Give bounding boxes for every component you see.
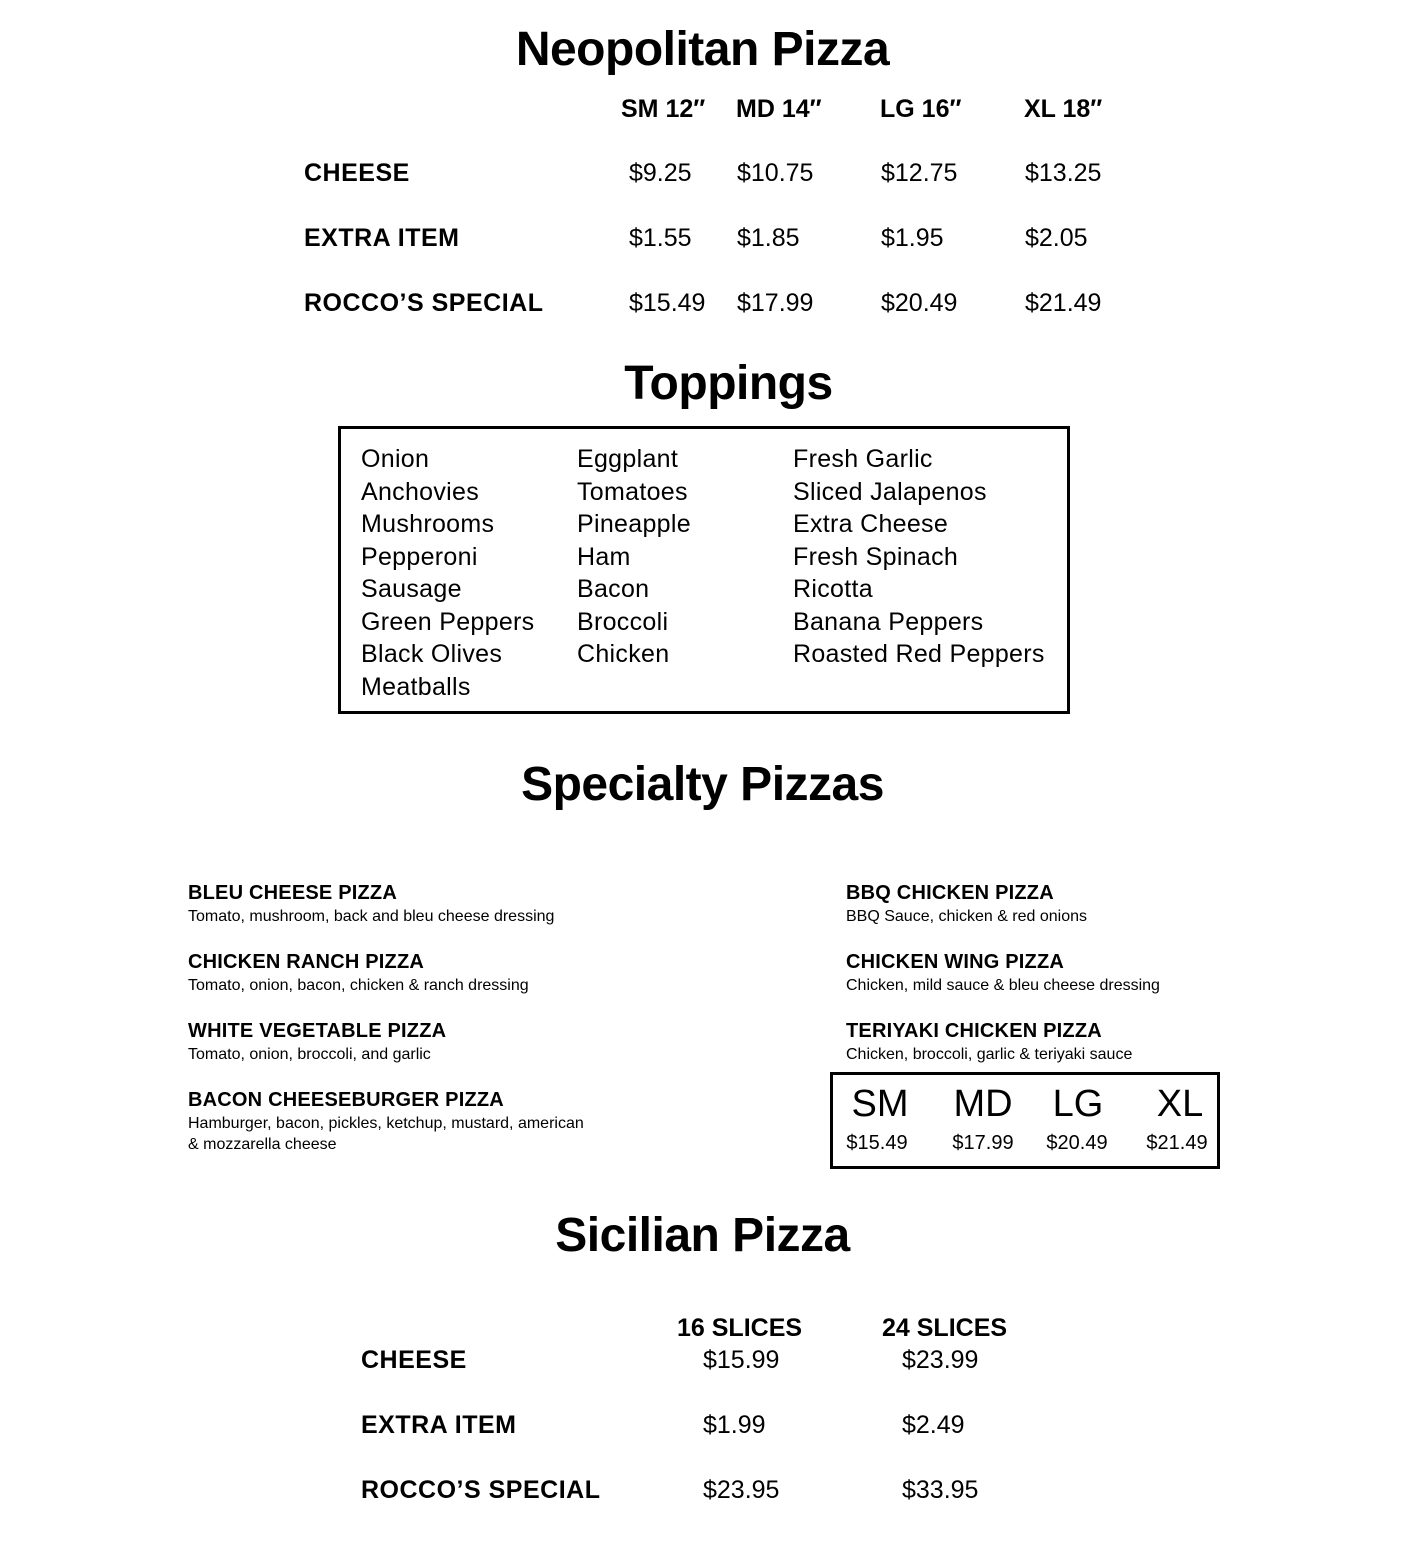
topping-item: Fresh Spinach <box>793 542 959 571</box>
topping-item: Bacon <box>577 575 650 603</box>
specialty-item <box>846 882 1087 927</box>
size-price: $17.99 <box>952 1132 1014 1154</box>
specialty-name: TERIYAKI CHICKEN PIZZA <box>846 1020 1102 1042</box>
price: $13.25 <box>1025 159 1102 187</box>
topping-item: Extra Cheese <box>793 510 949 538</box>
size-price: $20.49 <box>1046 1132 1108 1154</box>
specialty-item <box>188 882 554 927</box>
price: $20.49 <box>881 289 958 317</box>
specialty-name: WHITE VEGETABLE PIZZA <box>188 1020 447 1042</box>
toppings-title: Toppings <box>624 357 833 410</box>
specialty-desc: Chicken, broccoli, garlic & teriyaki sauce <box>846 1046 1133 1063</box>
topping-item: Sausage <box>361 575 462 603</box>
price: $1.55 <box>629 224 692 252</box>
topping-item: Fresh Garlic <box>793 445 933 473</box>
specialty-title: Specialty Pizzas <box>521 758 884 811</box>
row-label: EXTRA ITEM <box>361 1411 517 1439</box>
size-label: XL <box>1156 1083 1204 1125</box>
topping-item: Roasted Red Peppers <box>793 640 1045 668</box>
toppings-column-1 <box>361 443 534 703</box>
neopolitan-size-xl: XL 18″ <box>1024 95 1103 123</box>
specialty-desc: Tomato, onion, broccoli, and garlic <box>188 1046 431 1063</box>
size-label: SM <box>851 1083 909 1125</box>
specialty-item <box>188 951 529 996</box>
topping-item: Chicken <box>577 640 670 668</box>
price: $15.49 <box>629 289 706 317</box>
sicilian-title: Sicilian Pizza <box>555 1209 850 1262</box>
row-label: CHEESE <box>304 159 410 187</box>
specialty-name: CHICKEN WING PIZZA <box>846 951 1065 973</box>
neopolitan-title: Neopolitan Pizza <box>515 23 890 76</box>
row-label: ROCCO’S SPECIAL <box>361 1476 601 1504</box>
price: $2.05 <box>1025 224 1088 252</box>
price: $12.75 <box>881 159 958 187</box>
price: $2.49 <box>902 1411 965 1439</box>
specialty-desc: BBQ Sauce, chicken & red onions <box>846 908 1088 925</box>
price: $17.99 <box>737 289 814 317</box>
topping-item: Broccoli <box>577 607 669 636</box>
sicilian-size-16: 16 SLICES <box>677 1314 803 1342</box>
price: $15.99 <box>703 1346 780 1374</box>
topping-item: Black Olives <box>361 640 503 668</box>
specialty-name: BBQ CHICKEN PIZZA <box>846 882 1054 904</box>
neopolitan-size-lg: LG 16″ <box>880 95 962 123</box>
row-label: CHEESE <box>361 1346 467 1374</box>
topping-item: Ricotta <box>793 575 873 603</box>
topping-item: Mushrooms <box>361 510 495 538</box>
specialty-desc: Tomato, onion, bacon, chicken & ranch dressing <box>188 977 529 994</box>
price: $1.99 <box>703 1411 766 1439</box>
specialty-item <box>188 1089 584 1155</box>
topping-item: Sliced Jalapenos <box>793 477 987 506</box>
price: $1.85 <box>737 224 800 252</box>
size-price: $21.49 <box>1146 1132 1208 1154</box>
specialty-item <box>188 1020 446 1065</box>
topping-item: Eggplant <box>577 445 679 473</box>
specialty-desc: Tomato, mushroom, back and bleu cheese dressing <box>188 908 555 925</box>
specialty-desc-continued: & mozzarella cheese <box>188 1136 337 1153</box>
price: $21.49 <box>1025 289 1102 317</box>
row-label: EXTRA ITEM <box>304 224 460 252</box>
size-label: MD <box>953 1083 1013 1125</box>
topping-item: Onion <box>361 445 430 473</box>
topping-item: Ham <box>577 542 631 571</box>
topping-item: Pineapple <box>577 510 691 538</box>
specialty-name: BLEU CHEESE PIZZA <box>188 882 397 904</box>
topping-item: Tomatoes <box>577 477 688 506</box>
specialty-item <box>846 1020 1132 1065</box>
specialty-name: CHICKEN RANCH PIZZA <box>188 951 425 973</box>
size-price: $15.49 <box>846 1132 908 1154</box>
toppings-box <box>338 426 1070 714</box>
price: $9.25 <box>629 159 692 187</box>
sicilian-size-24: 24 SLICES <box>882 1314 1008 1342</box>
toppings-column-2 <box>577 443 691 671</box>
price: $23.95 <box>703 1476 780 1504</box>
specialty-desc: Chicken, mild sauce & bleu cheese dressing <box>846 977 1160 994</box>
toppings-column-3 <box>793 443 1045 671</box>
price: $10.75 <box>737 159 814 187</box>
price: $23.99 <box>902 1346 979 1374</box>
specialty-item <box>846 951 1160 996</box>
row-label: ROCCO’S SPECIAL <box>304 289 544 317</box>
topping-item: Pepperoni <box>361 542 478 571</box>
neopolitan-size-sm: SM 12″ <box>621 95 706 123</box>
topping-item: Green Peppers <box>361 607 535 636</box>
specialty-desc: Hamburger, bacon, pickles, ketchup, mustard, american <box>188 1115 584 1132</box>
specialty-price-box <box>830 1072 1220 1169</box>
topping-item: Anchovies <box>361 477 480 506</box>
size-label: LG <box>1052 1083 1104 1125</box>
price: $33.95 <box>902 1476 979 1504</box>
neopolitan-size-md: MD 14″ <box>736 95 822 123</box>
price: $1.95 <box>881 224 944 252</box>
topping-item: Meatballs <box>361 672 471 701</box>
specialty-name: BACON CHEESEBURGER PIZZA <box>188 1089 504 1111</box>
topping-item: Banana Peppers <box>793 607 984 636</box>
